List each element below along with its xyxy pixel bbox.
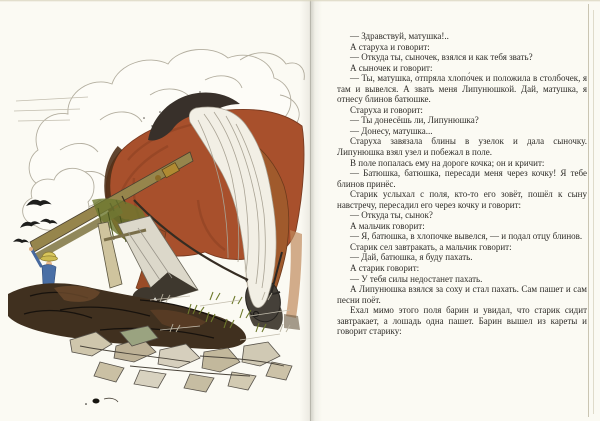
story-paragraph: Старуха завязала блины в узелок и дала сыночку. Липунюшка взял узел и побежал в поле. bbox=[337, 136, 587, 158]
boy-hand bbox=[29, 247, 33, 251]
story-paragraph: — Дай, батюшка, я буду пахать. bbox=[350, 252, 473, 263]
story-paragraph: А сыночек и говорит: bbox=[350, 62, 433, 73]
page-edge bbox=[588, 4, 589, 417]
story-paragraph: — Откуда ты, сынок? bbox=[350, 210, 433, 221]
story-paragraph: А старик говорит: bbox=[350, 263, 420, 274]
page-edge bbox=[593, 10, 594, 414]
boy-shirt bbox=[42, 265, 56, 284]
story-paragraph: — Откуда ты, сыночек, взялся и как тебя звать? bbox=[350, 52, 533, 63]
shaft-ring bbox=[155, 175, 161, 181]
page-gutter-line bbox=[310, 0, 311, 421]
story-paragraph: — Я, батюшка, в хлопочке вывелся, — и подал отцу блинов. bbox=[350, 231, 583, 242]
right-page bbox=[318, 0, 600, 421]
boy-hat-brim bbox=[41, 256, 58, 261]
story-paragraph: — Ты донесёшь ли, Липунюшка? bbox=[350, 115, 479, 126]
story-paragraph: Ехал мимо этого поля барин и увидал, что старик сидит завтракает, а лошадь одна пашет. Барин вышел из кареты и говорит старику: bbox=[337, 305, 587, 337]
story-paragraph: А старуха и говорит: bbox=[350, 41, 430, 52]
horse-hind-hoof bbox=[284, 314, 300, 330]
story-paragraph: Старик услыхал с поля, кто-то его зовёт, пошёл к сыну навстречу, пересадил его через кочку и говорит: bbox=[337, 189, 587, 210]
story-text bbox=[337, 31, 587, 337]
story-paragraph: — Здравствуй, матушка!.. bbox=[350, 31, 449, 41]
story-paragraph: — Батюшка, батюшка, пересади меня через кочку! Я тебе блинов принёс. bbox=[337, 168, 587, 189]
story-paragraph: В поле попалась ему на дороге кочка; он и кричит: bbox=[350, 157, 545, 168]
story-paragraph: — Донесу, матушка... bbox=[350, 125, 433, 136]
story-paragraph: Старуха и говорит: bbox=[350, 104, 423, 115]
story-paragraph: А мальчик говорит: bbox=[350, 220, 425, 231]
story-paragraph: — Ты, матушка, отпряла хлопо́чек и положила в столбочек, я там и вывелся. А звать меня Липунюшкой. Дай, матушка, я отнесу блинов батюшке. bbox=[337, 73, 587, 105]
story-paragraph: Старик сел завтракать, а мальчик говорит: bbox=[350, 241, 512, 252]
page-edge bbox=[0, 0, 600, 2]
story-paragraph: — У тебя силы недостанет пахать. bbox=[350, 273, 483, 284]
ink-blot bbox=[85, 398, 118, 405]
story-paragraph: А Липунюшка взялся за соху и стал пахать. Сам пашет и сам песни поёт. bbox=[337, 284, 587, 305]
